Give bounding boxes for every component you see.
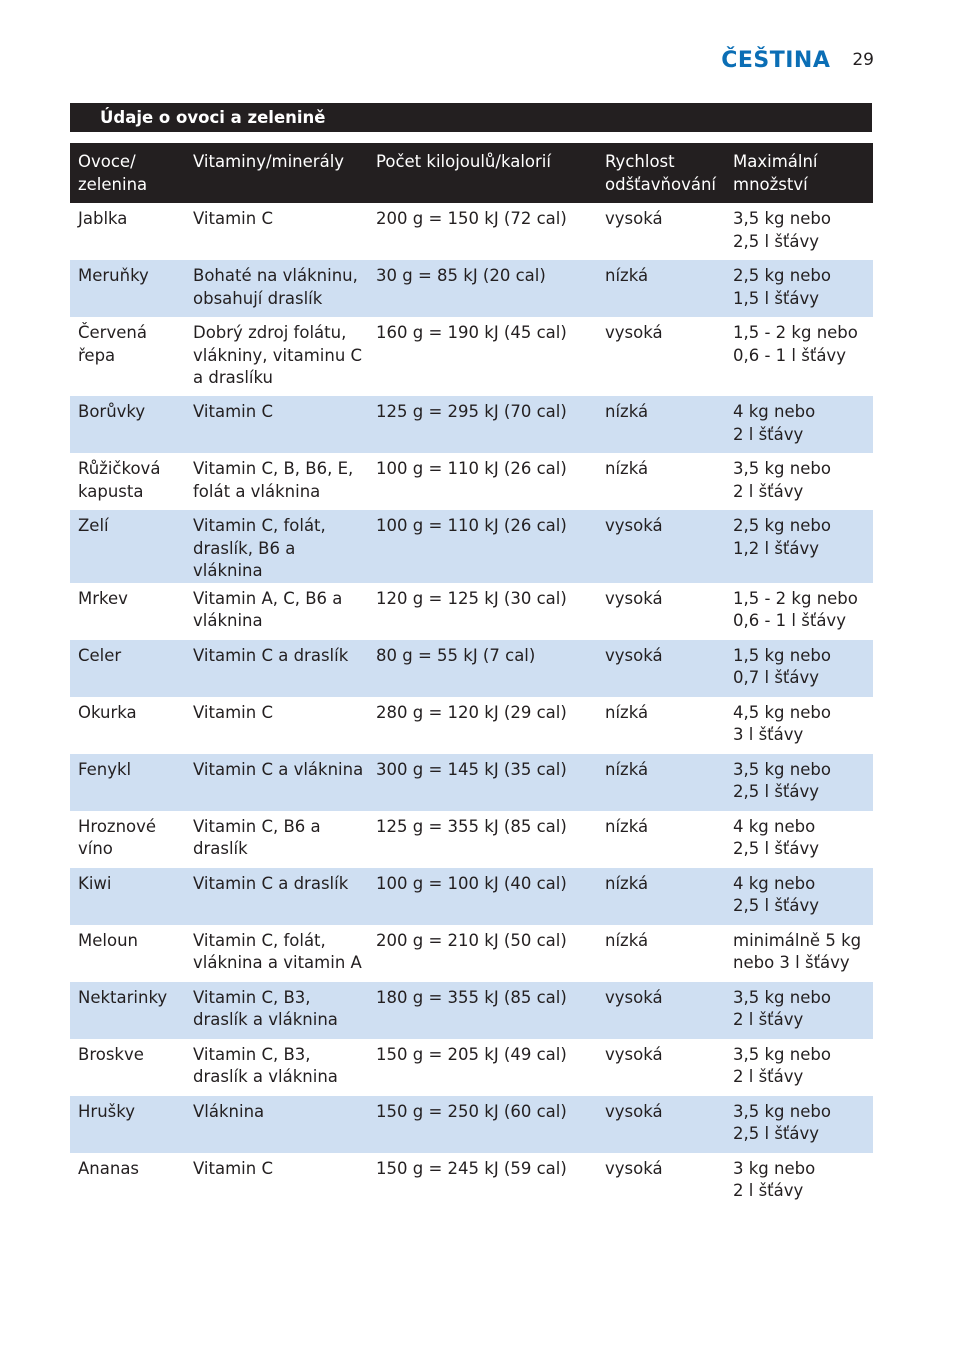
table-row xyxy=(70,396,873,453)
cell-speed: vysoká xyxy=(605,588,663,608)
cell-energy: 180 g = 355 kJ (85 cal) xyxy=(376,987,567,1007)
table-row xyxy=(70,453,873,510)
cell-speed: nízká xyxy=(605,759,649,779)
cell-amount: 2,5 kg nebo 1,2 l šťávy xyxy=(733,516,831,558)
cell-amount: 3,5 kg nebo 2 l šťávy xyxy=(733,459,831,501)
table-row xyxy=(70,754,873,811)
cell-speed: vysoká xyxy=(605,323,663,342)
cell-amount: 4 kg nebo 2,5 l šťávy xyxy=(733,873,820,915)
cell-speed: vysoká xyxy=(605,516,663,535)
cell-name: Hrušky xyxy=(78,1101,135,1121)
cell-amount: 3,5 kg nebo 2,5 l šťávy xyxy=(733,209,831,251)
cell-vitamins: Vitamin C, B6 a draslík xyxy=(193,816,321,858)
cell-energy: 80 g = 55 kJ (7 cal) xyxy=(376,645,536,665)
cell-vitamins: Vitamin C, B3, draslík a vláknina xyxy=(193,987,338,1029)
cell-speed: nízká xyxy=(605,459,649,478)
cell-speed: nízká xyxy=(605,816,649,836)
cell-vitamins: Vitamin C a draslík xyxy=(193,873,349,893)
cell-speed: nízká xyxy=(605,266,649,285)
cell-speed: nízká xyxy=(605,402,649,421)
cell-vitamins: Vláknina xyxy=(193,1101,265,1121)
cell-energy: 120 g = 125 kJ (30 cal) xyxy=(376,588,567,608)
cell-speed: vysoká xyxy=(605,645,663,665)
cell-amount: 1,5 - 2 kg nebo 0,6 - 1 l šťávy xyxy=(733,323,858,365)
cell-amount: minimálně 5 kg nebo 3 l šťávy xyxy=(733,930,862,972)
cell-energy: 125 g = 295 kJ (70 cal) xyxy=(376,402,567,421)
table-row xyxy=(70,1039,873,1096)
cell-vitamins: Vitamin C, B, B6, E, folát a vláknina xyxy=(193,459,354,501)
cell-amount: 3,5 kg nebo 2 l šťávy xyxy=(733,987,831,1029)
cell-speed: vysoká xyxy=(605,1044,663,1064)
cell-name: Jablka xyxy=(78,209,128,228)
table-row xyxy=(70,510,873,583)
table-row xyxy=(70,1153,873,1210)
cell-name: Celer xyxy=(78,645,122,665)
cell-vitamins: Vitamin C a vláknina xyxy=(193,759,364,779)
cell-speed: vysoká xyxy=(605,1158,663,1178)
table-row xyxy=(70,203,873,260)
cell-vitamins: Dobrý zdroj folátu, vlákniny, vitaminu C a draslíku xyxy=(193,323,363,387)
cell-vitamins: Vitamin C xyxy=(193,1158,273,1178)
cell-name: Nektarinky xyxy=(78,987,168,1007)
cell-energy: 160 g = 190 kJ (45 cal) xyxy=(376,323,567,342)
table-row xyxy=(70,925,873,982)
cell-energy: 30 g = 85 kJ (20 cal) xyxy=(376,266,546,285)
cell-speed: vysoká xyxy=(605,987,663,1007)
cell-name: Borůvky xyxy=(78,402,146,421)
cell-amount: 4,5 kg nebo 3 l šťávy xyxy=(733,702,831,744)
cell-amount: 3,5 kg nebo 2,5 l šťávy xyxy=(733,759,831,801)
cell-amount: 4 kg nebo 2,5 l šťávy xyxy=(733,816,820,858)
cell-vitamins: Vitamin C, folát, vláknina a vitamin A xyxy=(193,930,362,972)
cell-energy: 150 g = 205 kJ (49 cal) xyxy=(376,1044,567,1064)
cell-name: Červená řepa xyxy=(78,323,147,365)
cell-speed: vysoká xyxy=(605,209,663,228)
table-row xyxy=(70,697,873,754)
cell-vitamins: Vitamin A, C, B6 a vláknina xyxy=(193,588,343,630)
table-row xyxy=(70,868,873,925)
header-vitamins-minerals: Vitaminy/minerály xyxy=(185,143,368,203)
table-row xyxy=(70,811,873,868)
cell-speed: nízká xyxy=(605,930,649,950)
cell-amount: 1,5 kg nebo 0,7 l šťávy xyxy=(733,645,831,687)
table-row xyxy=(70,260,873,317)
cell-name: Růžičková kapusta xyxy=(78,459,161,501)
cell-amount: 3,5 kg nebo 2 l šťávy xyxy=(733,1044,831,1086)
cell-vitamins: Vitamin C xyxy=(193,209,273,228)
cell-amount: 4 kg nebo 2 l šťávy xyxy=(733,402,816,444)
page-header xyxy=(721,44,874,76)
cell-amount: 1,5 - 2 kg nebo 0,6 - 1 l šťávy xyxy=(733,588,858,630)
cell-energy: 300 g = 145 kJ (35 cal) xyxy=(376,759,567,779)
cell-name: Zelí xyxy=(78,516,109,535)
table-row xyxy=(70,317,873,396)
cell-name: Meloun xyxy=(78,930,138,950)
table-row xyxy=(70,982,873,1039)
language-label: ČEŠTINA xyxy=(721,47,831,73)
page-number: 29 xyxy=(852,50,874,70)
cell-energy: 100 g = 110 kJ (26 cal) xyxy=(376,516,567,535)
header-max-amount: Maximální množství xyxy=(725,143,873,203)
cell-name: Meruňky xyxy=(78,266,149,285)
cell-amount: 2,5 kg nebo 1,5 l šťávy xyxy=(733,266,831,308)
table-row xyxy=(70,1096,873,1153)
table-row xyxy=(70,583,873,640)
cell-vitamins: Vitamin C, B3, draslík a vláknina xyxy=(193,1044,338,1086)
cell-vitamins: Bohaté na vlákninu, obsahují draslík xyxy=(193,266,358,308)
section-title: Údaje o ovoci a zelenině xyxy=(70,103,872,132)
cell-energy: 125 g = 355 kJ (85 cal) xyxy=(376,816,567,836)
cell-amount: 3,5 kg nebo 2,5 l šťávy xyxy=(733,1101,831,1143)
cell-name: Broskve xyxy=(78,1044,144,1064)
cell-name: Ananas xyxy=(78,1158,140,1178)
cell-vitamins: Vitamin C a draslík xyxy=(193,645,349,665)
cell-energy: 100 g = 100 kJ (40 cal) xyxy=(376,873,567,893)
cell-vitamins: Vitamin C xyxy=(193,402,273,421)
cell-name: Mrkev xyxy=(78,588,128,608)
cell-vitamins: Vitamin C, folát, draslík, B6 a vláknina xyxy=(193,516,326,580)
header-kilojoules-calories: Počet kilojoulů/kalorií xyxy=(368,143,597,203)
cell-amount: 3 kg nebo 2 l šťávy xyxy=(733,1158,816,1200)
fruit-vegetable-table xyxy=(70,143,873,1210)
cell-name: Hroznové víno xyxy=(78,816,157,858)
cell-energy: 200 g = 210 kJ (50 cal) xyxy=(376,930,567,950)
header-juicing-speed: Rychlost odšťavňování xyxy=(597,143,725,203)
table-header-row xyxy=(70,143,873,203)
cell-energy: 200 g = 150 kJ (72 cal) xyxy=(376,209,567,228)
cell-energy: 280 g = 120 kJ (29 cal) xyxy=(376,702,567,722)
cell-energy: 100 g = 110 kJ (26 cal) xyxy=(376,459,567,478)
cell-speed: vysoká xyxy=(605,1101,663,1121)
cell-name: Fenykl xyxy=(78,759,132,779)
cell-energy: 150 g = 245 kJ (59 cal) xyxy=(376,1158,567,1178)
cell-energy: 150 g = 250 kJ (60 cal) xyxy=(376,1101,567,1121)
header-fruit-vegetable: Ovoce/ zelenina xyxy=(70,143,185,203)
cell-vitamins: Vitamin C xyxy=(193,702,273,722)
table-row xyxy=(70,640,873,697)
cell-name: Kiwi xyxy=(78,873,112,893)
cell-speed: nízká xyxy=(605,702,649,722)
cell-speed: nízká xyxy=(605,873,649,893)
cell-name: Okurka xyxy=(78,702,137,722)
